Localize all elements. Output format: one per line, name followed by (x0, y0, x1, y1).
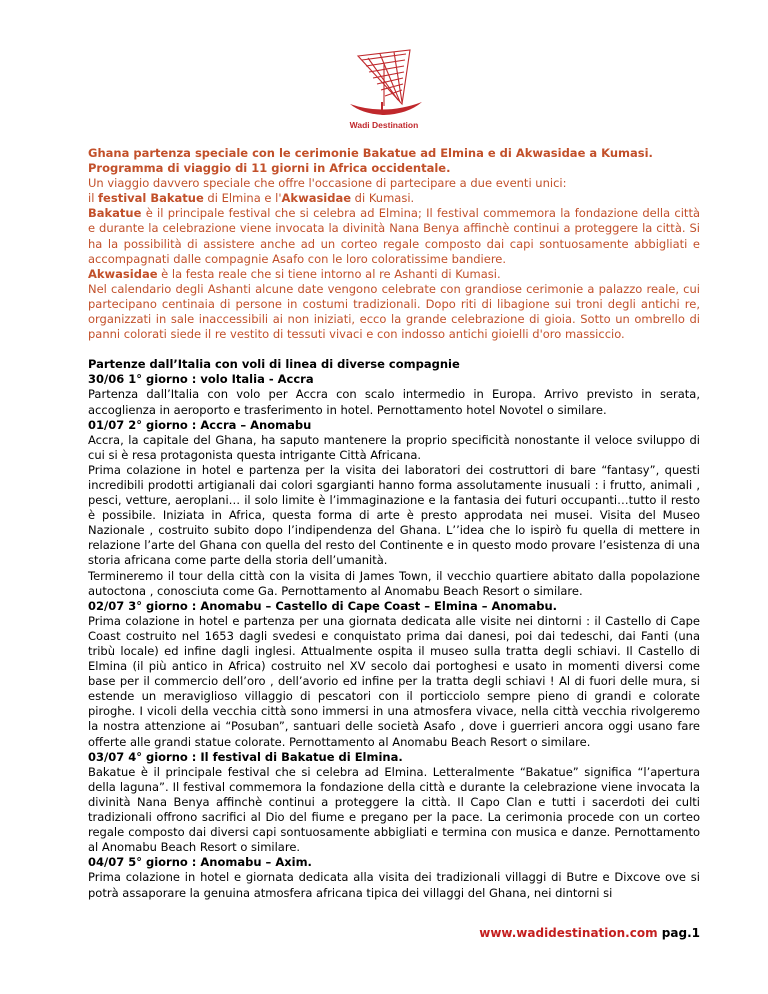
itinerary-section (88, 357, 700, 900)
intro-paragraph-3 (88, 206, 700, 266)
day-1-text: Partenza dall’Italia con volo per Accra con scalo intermedio in Europa. Arrivo previsto in serata, accoglienza in aeroporto e trasferimento in hotel. Pernottamento hotel Novotel o similare. (88, 387, 700, 417)
akwasidae-label: Akwasidae (281, 191, 352, 206)
page-footer (479, 926, 700, 940)
text-run: di Elmina e l' (203, 191, 282, 206)
day-1-title: 30/06 1° giorno : volo Italia - Accra (88, 372, 314, 387)
akwasidae-label: Akwasidae (88, 266, 158, 281)
document-body (88, 146, 700, 901)
day-4-text: Bakatue è il principale festival che si celebra ad Elmina. Letteralmente “Bakatue” significa “l’apertura della laguna”. Il festival commemora la fondazione della città e durante la celebrazione viene invocata la divinità Nana Benya affinchè continui a proteggere la città. Il Capo Clan e tutti i sacerdoti dei culti tradizionali offrono sacrifici al Dio del fiume e pregano per la pace. La cerimonia procede con un corteo regale composto dai diversi capi sontuosamente abbigliati e termina con musica e danze. Pernottamento al Anomabu Beach Resort o similare. (88, 764, 700, 855)
intro-paragraph-5: Nel calendario degli Ashanti alcune date vengono celebrate con grandiose cerimonie a palazzo reale, cui partecipano centinaia di persone in costumi tradizionali. Dopo riti di libagione sui troni degli antichi re, organizzati in sale inaccessibili ai non iniziati, ecco la grande celebrazione di gioia. Sotto un ombrello di panni colorati siede il re vestito di tessuti vivaci e con indosso antichi gioielli d'oro massiccio. (88, 281, 700, 342)
festival-bakatue-label: festival Bakatue (98, 191, 204, 206)
day-2-title: 01/07 2° giorno : Accra – Anomabu (88, 417, 312, 432)
page-label: pag. (661, 926, 692, 940)
intro-paragraph-1: Un viaggio davvero speciale che offre l'occasione di partecipare a due eventi unici: (88, 176, 567, 191)
bakatue-label: Bakatue (88, 206, 142, 221)
day-5-text: Prima colazione in hotel e giornata dedicata alla visita dei tradizionali villaggi di Butre e Dixcove ove si potrà assaporare la genuina atmosfera africana tipica dei villaggi del Ghana, nei dintorni si (88, 870, 700, 900)
text-run: è il principale festival che si celebra ad Elmina; Il festival commemora la fondazione della città e durante la celebrazione viene invocata la divinità Nana Benya affinchè continui a proteggere la città. Si ha la possibilità di assistere anche ad un corteo regale composto dai capi sontuosamente abbigliati e accompagnati dalle compagnie Asafo con le loro coloratissime bandiere. (88, 206, 700, 266)
sailboat-logo-icon (338, 44, 430, 132)
text-run: è la festa reale che si tiene intorno al re Ashanti di Kumasi. (157, 266, 501, 281)
section-spacer (88, 342, 700, 357)
page-number: 1 (691, 926, 700, 940)
text-run: di Kumasi. (351, 191, 415, 206)
text-run: il (88, 191, 99, 206)
day-2-text: Prima colazione in hotel e partenza per la visita dei laboratori dei costruttori di bare “fantasy”, questi incredibili prodotti artigianali dai colori sgargianti hanno forma assolutamente inusuali : i frutto, animali , pesci, vetture, aeroplani… il solo limite è l’immaginazione e la fantasia dei futuri occupanti…tutto il resto è possibile. Iniziata in Africa, questa forma di arte è presto approdata nei musei. Visita del Museo Nazionale , costruito subito dopo l’indipendenza del Ghana. L’’idea che lo ispirò fu quella di mettere in relazione l’arte del Ghana con quella del resto del Continente e in questo modo provare l’esistenza di una storia africana come parte della storia dell’umanità. (88, 462, 700, 568)
intro-subtitle: Programma di viaggio di 11 giorni in Africa occidentale. (88, 161, 451, 176)
day-2-text: Accra, la capitale del Ghana, ha saputo mantenere la proprio specificità nonostante il veloce sviluppo di cui si è resa protagonista questa intrigante Città Africana. (88, 432, 700, 462)
day-3-text: Prima colazione in hotel e partenza per una giornata dedicata alle visite nei dintorni : il Castello di Cape Coast costruito nel 1653 dagli svedesi e conquistato prima dai danesi, poi dai tedeschi, dai Fanti (una tribù locale) ed infine dagli inglesi. Attualmente ospita il museo sulla tratta degli schiavi. Il Castello di Elmina (il più antico in Africa) costruito nel XV secolo dai portoghesi e usato in momenti diversi come base per il commercio dell’oro , dell’avorio ed infine per la tratta degli schiavi ! Al di fuori delle mura, si estende un meraviglioso villaggio di pescatori con il porticciolo sempre pieno di grandi e colorate piroghe. I vicoli della vecchia città sono immersi in una atmosfera vivace, nella città vecchia rivolgeremo la nostra attenzione ai “Posuban”, santuari delle società Asafo , dove i guerrieri ancora oggi usano fare offerte alle grandi statue colorate. Pernottamento al Anomabu Beach Resort o similare. (88, 613, 700, 749)
itinerary-heading: Partenze dall’Italia con voli di linea di diverse compagnie (88, 357, 460, 372)
day-5-title: 04/07 5° giorno : Anomabu – Axim. (88, 855, 312, 870)
day-4-title: 03/07 4° giorno : Il festival di Bakatue di Elmina. (88, 749, 403, 764)
wadi-destination-logo (338, 44, 430, 132)
intro-title: Ghana partenza speciale con le cerimonie Bakatue ad Elmina e di Akwasidae a Kumasi. (88, 146, 653, 160)
intro-section (88, 146, 700, 342)
day-3-title: 02/07 3° giorno : Anomabu – Castello di Cape Coast – Elmina – Anomabu. (88, 598, 558, 613)
website-link[interactable]: www.wadidestination.com (479, 926, 658, 940)
intro-paragraph-2 (88, 191, 700, 206)
intro-paragraph-4 (88, 267, 700, 282)
logo-wordmark: Wadi Destination (349, 120, 419, 130)
day-2-text: Termineremo il tour della città con la visita di James Town, il vecchio quartiere abitato dalla popolazione autoctona , conosciuta come Ga. Pernottamento al Anomabu Beach Resort o similare. (88, 568, 700, 598)
